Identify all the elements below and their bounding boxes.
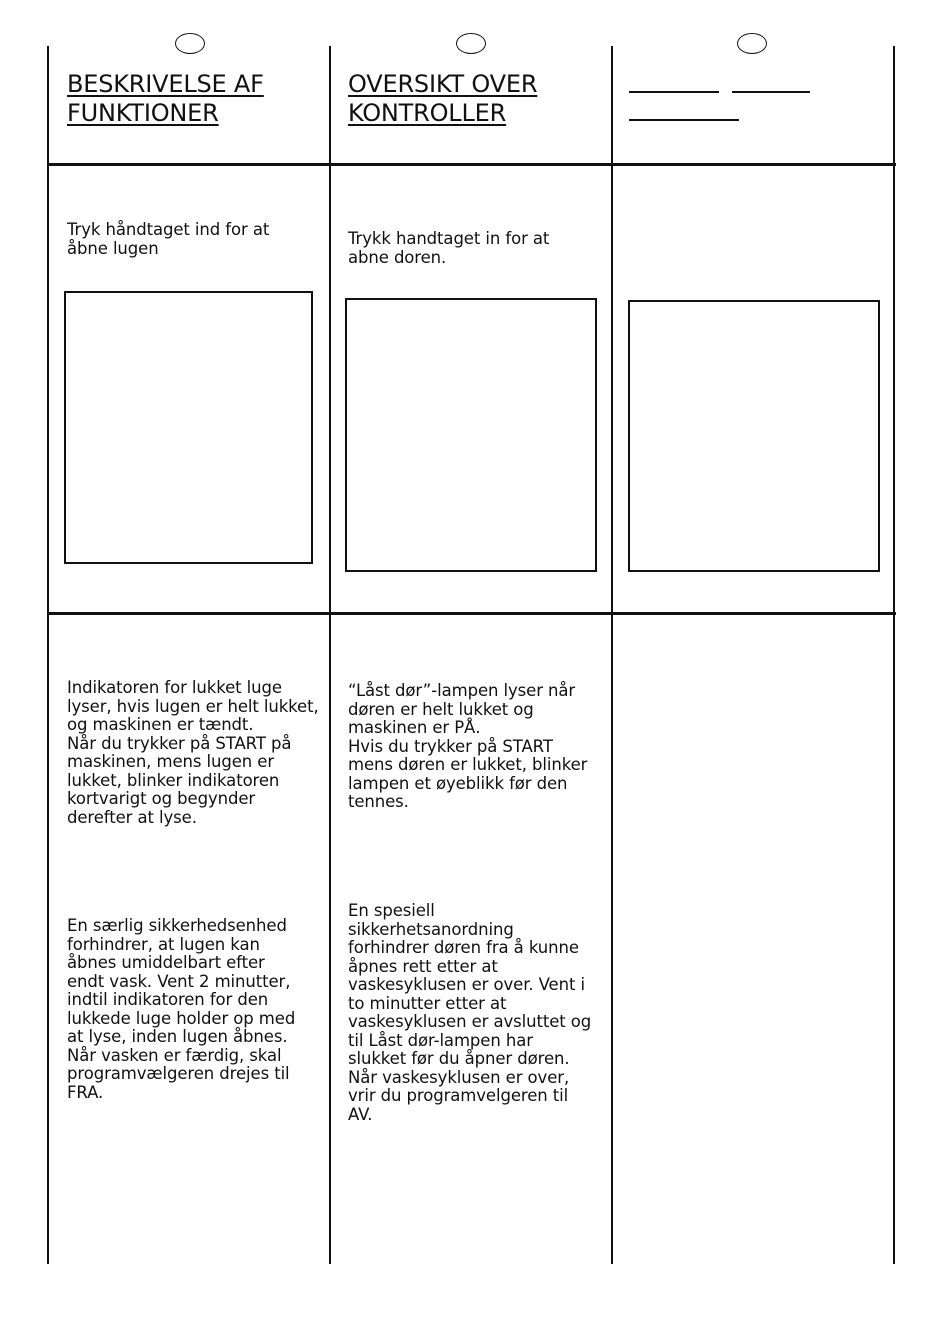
column-1-heading [67,70,264,128]
section-divider [47,612,896,615]
column-1-heading-line-1: BESKRIVELSE AF [67,70,264,98]
column-1-figure-box [64,291,313,564]
column-1-safety-text: En særlig sikkerhedsenhed forhindrer, at lugen kan åbnes umiddelbart efter endt vask. Vent 2 minutter, indtil indikatoren for den lukkede luge holder op med at lyse, inden lugen åbnes. Når vasken er færdig, skal programvælgeren drejes til FRA. [67,916,296,1102]
heading-placeholder-line-2 [629,119,739,121]
column-divider-mid-2 [611,46,613,1264]
column-2-figure-box [345,298,597,572]
column-2-heading [348,70,537,128]
column-2-indicator-text: “Låst dør”-lampen lyser når døren er helt lukket og maskinen er PÅ. Hvis du trykker på START mens døren er lukket, blinker lampen et øyeblikk før den tennes. [348,681,588,811]
column-divider-right [893,46,895,1264]
header-divider [47,163,896,166]
column-1-indicator-text: Indikatoren for lukket luge lyser, hvis lugen er helt lukket, og maskinen er tændt. Når du trykker på START på maskinen, mens lugen er lukket, blinker indikatoren kortvarigt og begynder derefter at lyse. [67,678,319,827]
column-2-instruction: Trykk handtaget in for at abne doren. [348,229,550,267]
language-badge-col2 [456,33,486,54]
column-divider-left [47,46,49,1264]
heading-placeholder-line-1a [629,91,719,93]
column-divider-mid-1 [329,46,331,1264]
column-2-safety-text: En spesiell sikkerhetsanordning forhindrer døren fra å kunne åpnes rett etter at vaskesyklusen er over. Vent i to minutter etter at vaskesyklusen er avsluttet og til Låst dør-lampen har slukket før du åpner døren. Når vaskesyklusen er over, vrir du programvelgeren til AV. [348,901,592,1124]
column-3-figure-box [628,300,880,572]
language-badge-col3 [737,33,767,54]
column-2-heading-line-1: OVERSIKT OVER [348,70,538,98]
column-2-heading-line-2: KONTROLLER [348,99,507,127]
column-1-heading-line-2: FUNKTIONER [67,99,219,127]
language-badge-col1 [175,33,205,54]
heading-placeholder-line-1b [732,91,810,93]
column-1-instruction: Tryk håndtaget ind for at åbne lugen [67,220,270,258]
